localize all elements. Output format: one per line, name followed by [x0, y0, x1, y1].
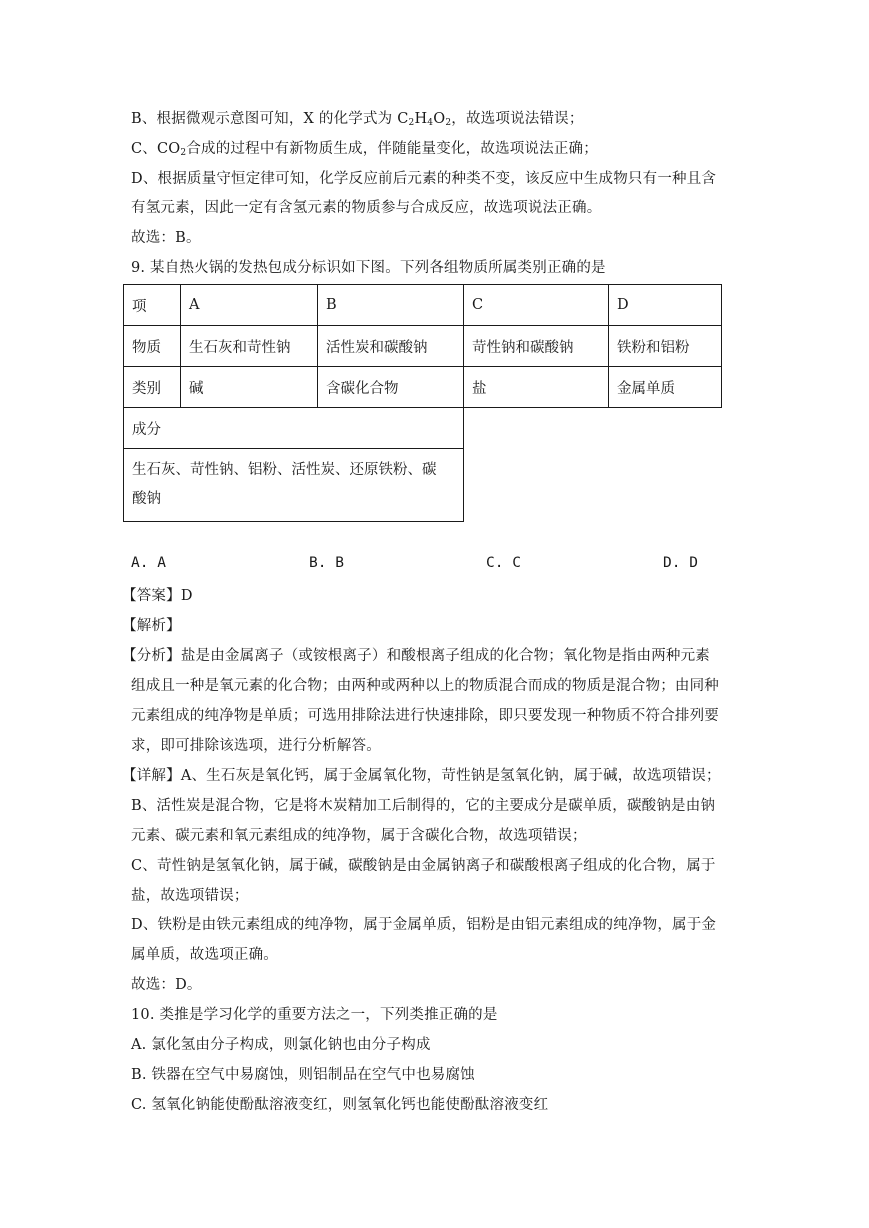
q9-stem: 9. 某自热火锅的发热包成分标识如下图。下列各组物质所属类别正确的是 — [131, 260, 606, 276]
q9-final-answer: 故选：D。 — [131, 977, 202, 993]
q9-option-d: D. D — [663, 555, 698, 571]
q10-option-a: A. 氯化氢由分子构成，则氯化钠也由分子构成 — [131, 1037, 431, 1053]
table-cell: 类别 — [124, 367, 181, 408]
q9-analysis-tag: 【解析】 — [122, 618, 181, 634]
table-cell: B — [318, 285, 464, 326]
q9-detail-b1: B、活性炭是混合物，它是将木炭精加工后制得的，它的主要成分是碳单质，碳酸钠是由钠 — [131, 798, 716, 814]
table-cell: 生石灰和苛性钠 — [181, 326, 318, 367]
q9-fenxi-line4: 求，即可排除该选项，进行分析解答。 — [131, 738, 381, 754]
prev-explanation-d-line2: 有氢元素，因此一定有含氢元素的物质参与合成反应，故选项说法正确。 — [131, 200, 602, 216]
table-cell: 项 — [124, 285, 181, 326]
composition-title: 成分 — [124, 408, 464, 449]
table-cell: 金属单质 — [609, 367, 722, 408]
q10-stem: 10. 类推是学习化学的重要方法之一，下列类推正确的是 — [131, 1007, 498, 1023]
table-cell: 碱 — [181, 367, 318, 408]
table-row — [124, 285, 722, 326]
q9-detail-d2: 属单质，故选项正确。 — [131, 947, 278, 963]
table-empty-cell — [464, 408, 722, 449]
table-cell: 物质 — [124, 326, 181, 367]
q9-option-c: C. C — [486, 555, 521, 571]
table-cell: 铁粉和铝粉 — [609, 326, 722, 367]
table-cell: 苛性钠和碳酸钠 — [464, 326, 609, 367]
table-row — [124, 326, 722, 367]
q9-detail-c1: C、苛性钠是氢氧化钠，属于碱，碳酸钠是由金属钠离子和碳酸根离子组成的化合物，属于 — [131, 858, 716, 874]
q10-option-b: B. 铁器在空气中易腐蚀，则铝制品在空气中也易腐蚀 — [131, 1067, 475, 1083]
table-cell: 盐 — [464, 367, 609, 408]
q10-option-c: C. 氢氧化钠能使酚酞溶液变红，则氢氧化钙也能使酚酞溶液变红 — [131, 1097, 549, 1113]
table-cell: A — [181, 285, 318, 326]
q9-fenxi-line2: 组成且一种是氧元素的化合物；由两种或两种以上的物质混合而成的物质是混合物；由同种 — [131, 678, 719, 694]
prev-answer: 故选：B。 — [131, 230, 201, 246]
table-cell: 含碳化合物 — [318, 367, 464, 408]
table-cell: D — [609, 285, 722, 326]
q9-detail-c2: 盐，故选项错误； — [131, 888, 249, 904]
q9-classification-table — [123, 284, 722, 522]
table-cell: C — [464, 285, 609, 326]
q9-detail-b2: 元素、碳元素和氧元素组成的纯净物，属于含碳化合物，故选项错误； — [131, 828, 587, 844]
q9-detail-d1: D、铁粉是由铁元素组成的纯净物，属于金属单质，铝粉是由铝元素组成的纯净物，属于金 — [131, 917, 717, 933]
q9-option-b: B. B — [309, 555, 344, 571]
prev-explanation-d-line1: D、根据质量守恒定律可知，化学反应前后元素的种类不变，该反应中生成物只有一种且含 — [131, 171, 717, 187]
q9-option-a: A. A — [131, 555, 166, 571]
table-row — [124, 449, 722, 522]
composition-list: 生石灰、苛性钠、铝粉、活性炭、还原铁粉、碳 酸钠 — [124, 449, 464, 522]
table-empty-cell — [464, 449, 722, 522]
q9-fenxi-line3: 元素组成的纯净物是单质；可选用排除法进行快速排除，即只要发现一种物质不符合排列要 — [131, 708, 719, 724]
table-row — [124, 408, 722, 449]
q9-answer: 【答案】D — [122, 588, 193, 604]
table-row — [124, 367, 722, 408]
prev-explanation-b: B、根据微观示意图可知，X 的化学式为 $C_2H_4O_2$，故选项说法错误； — [131, 111, 584, 128]
q9-detail-a: 【详解】A、生石灰是氧化钙，属于金属氧化物，苛性钠是氢氧化钠，属于碱，故选项错误； — [122, 768, 721, 784]
prev-explanation-c: C、$CO_2$合成的过程中有新物质生成，伴随能量变化，故选项说法正确； — [131, 141, 598, 158]
table-cell: 活性炭和碳酸钠 — [318, 326, 464, 367]
q9-fenxi-line1: 【分析】盐是由金属离子（或铵根离子）和酸根离子组成的化合物；氧化物是指由两种元素 — [122, 648, 711, 664]
